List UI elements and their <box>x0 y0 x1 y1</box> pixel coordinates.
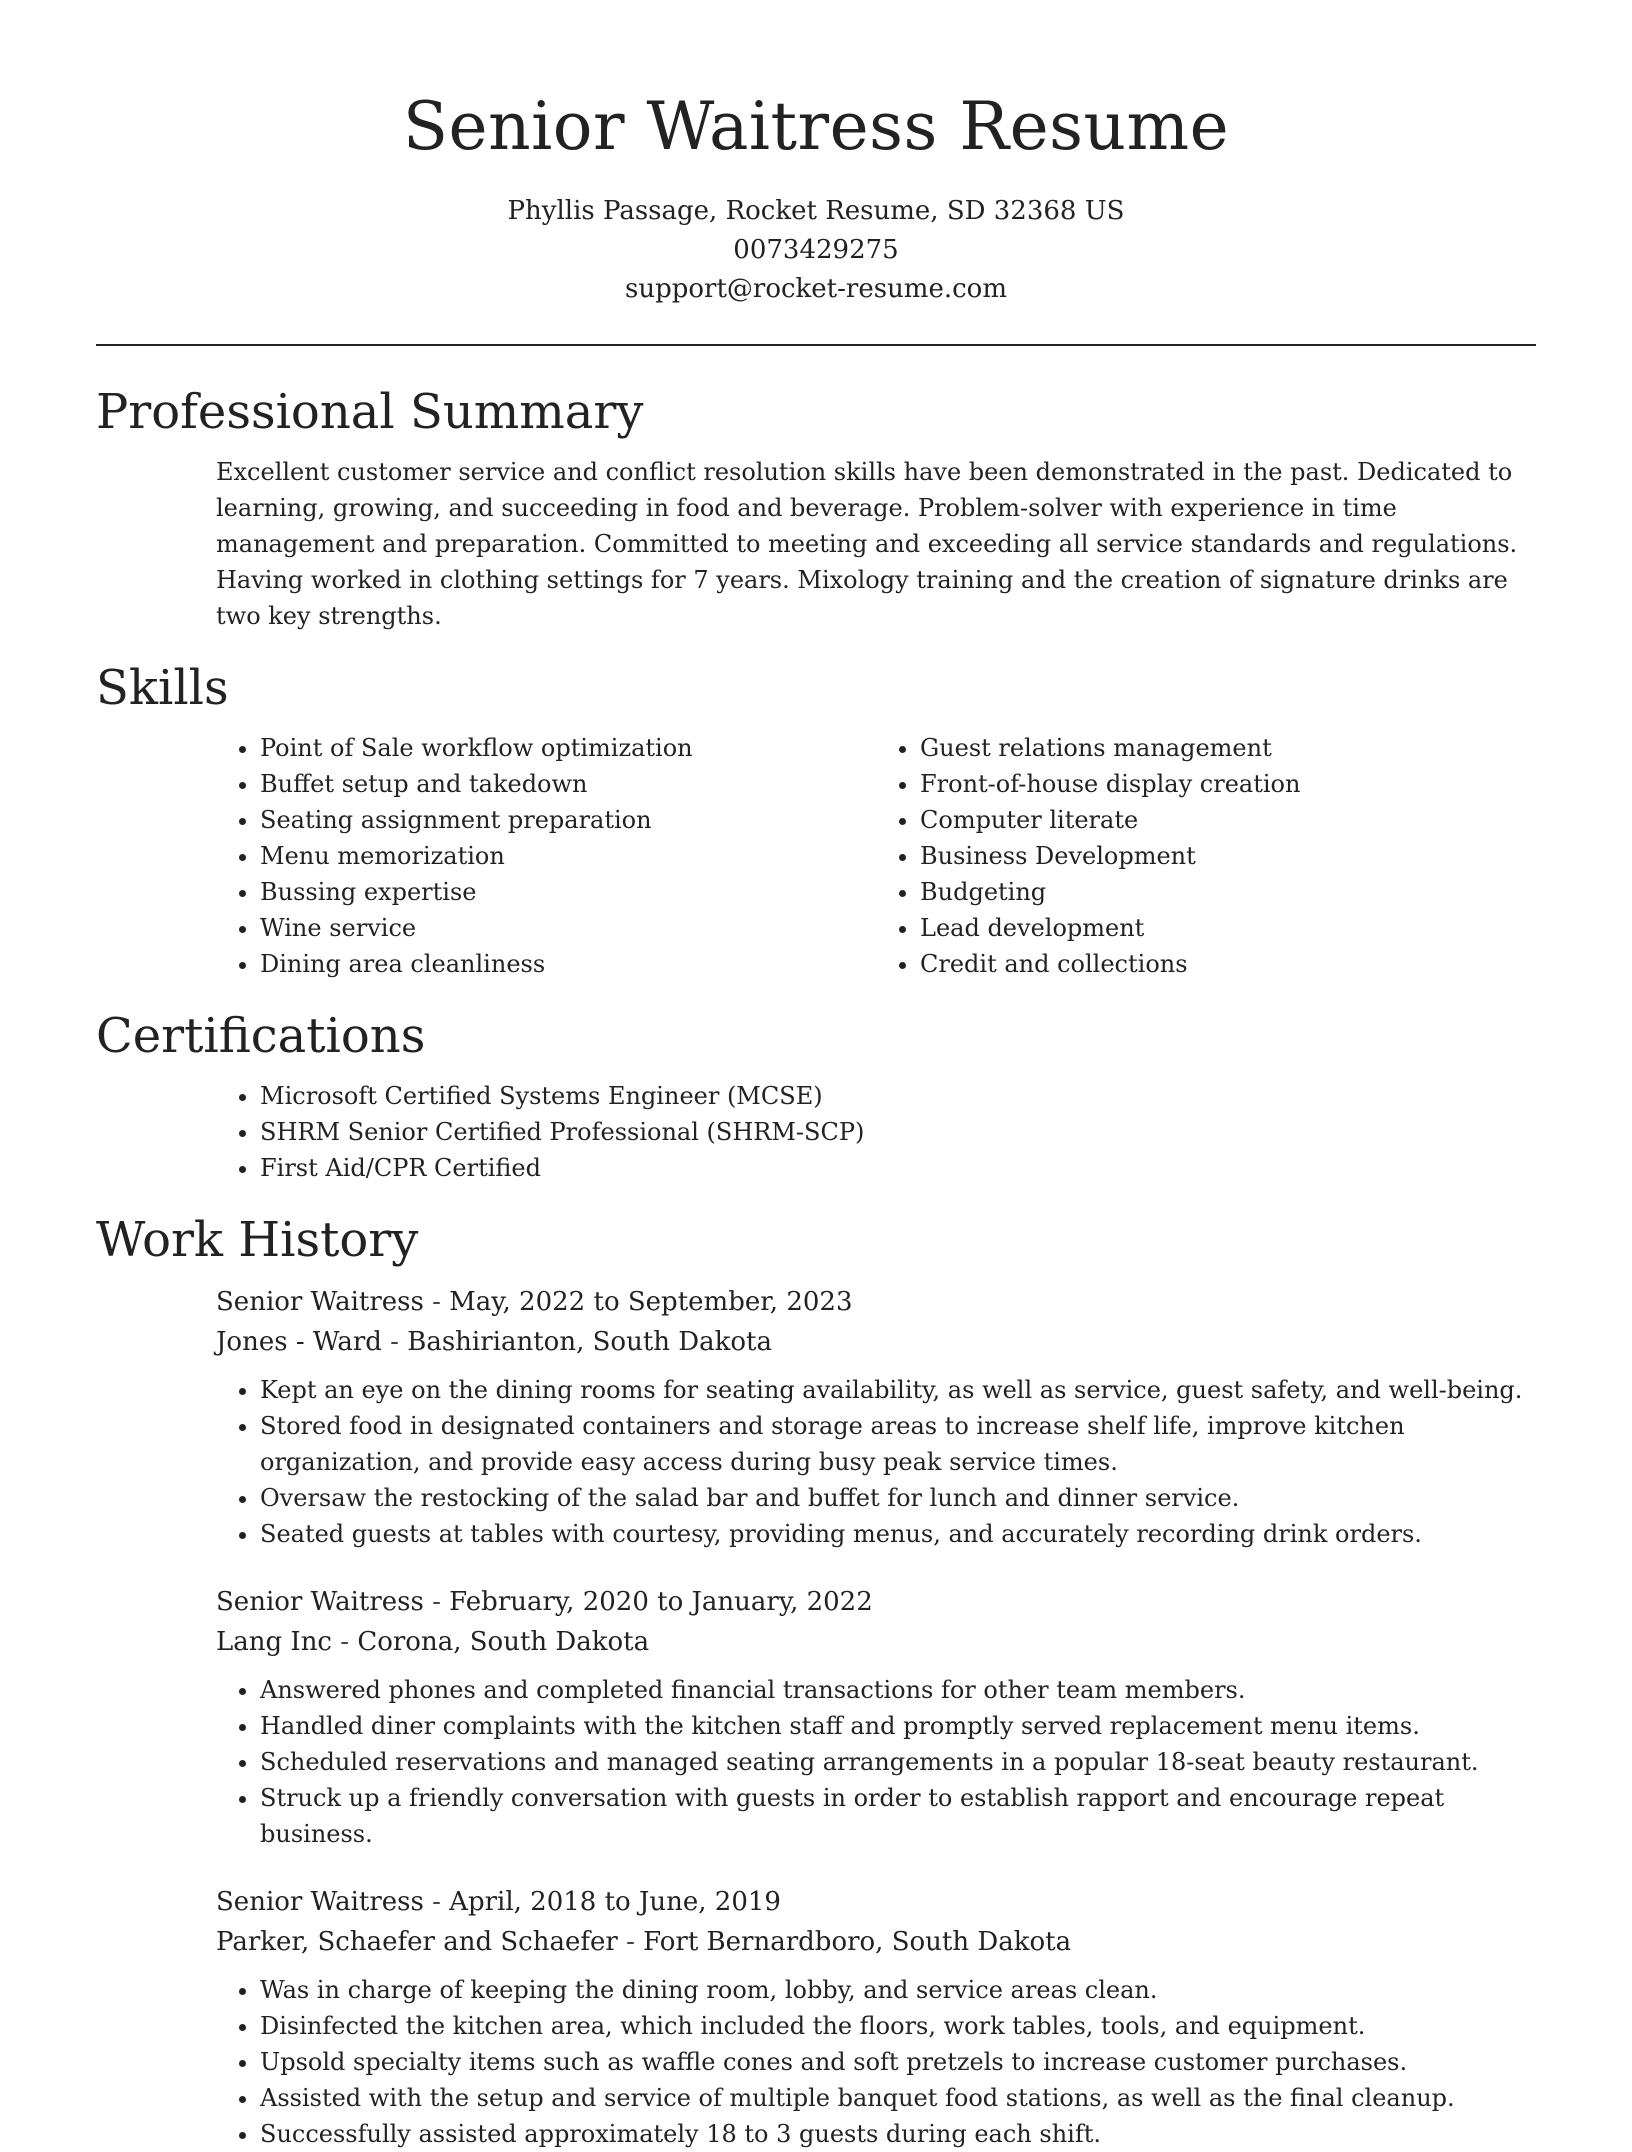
job-bullet: • Assisted with the setup and service of multiple banquet food stations, as well as the final cleanup. <box>260 2080 1536 2116</box>
job-role: Senior Waitress <box>216 1287 424 1317</box>
job-bullet: • Successfully assisted approximately 18 to 3 guests during each shift. <box>260 2116 1536 2152</box>
job-company-line: Parker, Schaefer and Schaefer - Fort Bernardboro, South Dakota <box>216 1927 1072 1957</box>
resume-header <box>0 0 1632 309</box>
job-bullet: • Scheduled reservations and managed seating arrangements in a popular 18-seat beauty restaurant. <box>260 1744 1536 1780</box>
skills-section <box>96 658 1536 982</box>
job-bullet: • Oversaw the restocking of the salad bar and buffet for lunch and dinner service. <box>260 1480 1536 1516</box>
skill-item: • Point of Sale workflow optimization <box>260 730 876 766</box>
job-location: Bashirianton, South Dakota <box>407 1327 772 1357</box>
skills-columns <box>216 730 1536 982</box>
job-title-line: Senior Waitress - February, 2020 to January, 2022 <box>216 1587 873 1617</box>
certification-item: • Microsoft Certified Systems Engineer (MCSE) <box>260 1078 1536 1114</box>
job-entry <box>216 1582 1536 1852</box>
job-entry <box>216 1882 1536 2152</box>
job-bullet: • Stored food in designated containers and storage areas to increase shelf life, improve kitchen organization, and provide easy access during busy peak service times. <box>260 1408 1536 1480</box>
job-bullet: • Handled diner complaints with the kitchen staff and promptly served replacement menu items. <box>260 1708 1536 1744</box>
certifications-section <box>96 1006 1536 1186</box>
job-role: Senior Waitress <box>216 1587 424 1617</box>
skill-item: • Lead development <box>920 910 1536 946</box>
job-company: Parker, Schaefer and Schaefer <box>216 1927 618 1957</box>
certifications-list <box>216 1078 1536 1186</box>
job-dates: February, 2020 to January, 2022 <box>449 1587 873 1617</box>
job-bullet: • Kept an eye on the dining rooms for seating availability, as well as service, guest safety, and well-being. <box>260 1372 1536 1408</box>
skill-item: • Menu memorization <box>260 838 876 874</box>
work-history-heading: Work History <box>96 1212 419 1268</box>
job-title-line: Senior Waitress - April, 2018 to June, 2019 <box>216 1887 781 1917</box>
job-bullet: • Was in charge of keeping the dining room, lobby, and service areas clean. <box>260 1972 1536 2008</box>
contact-address: Phyllis Passage, Rocket Resume, SD 32368 US <box>507 196 1125 226</box>
job-title-line: Senior Waitress - May, 2022 to September, 2023 <box>216 1287 853 1317</box>
skill-item: • Business Development <box>920 838 1536 874</box>
job-bullets <box>216 1972 1536 2152</box>
contact-email: support@rocket-resume.com <box>624 274 1007 304</box>
certifications-heading: Certifications <box>96 1008 426 1064</box>
job-bullet: • Disinfected the kitchen area, which included the floors, work tables, tools, and equipment. <box>260 2008 1536 2044</box>
work-history-section <box>96 1210 1536 2152</box>
job-company-line: Jones - Ward - Bashirianton, South Dakota <box>216 1327 772 1357</box>
job-dates: April, 2018 to June, 2019 <box>449 1887 781 1917</box>
skill-item: • Buffet setup and takedown <box>260 766 876 802</box>
skill-item: • Bussing expertise <box>260 874 876 910</box>
skills-list-right <box>876 730 1536 982</box>
certification-item: • First Aid/CPR Certified <box>260 1150 1536 1186</box>
job-bullet: • Upsold specialty items such as waffle cones and soft pretzels to increase customer purchases. <box>260 2044 1536 2080</box>
skill-item: • Front-of-house display creation <box>920 766 1536 802</box>
job-entry <box>216 1282 1536 1552</box>
skill-item: • Computer literate <box>920 802 1536 838</box>
contact-block <box>0 192 1632 309</box>
skill-item: • Dining area cleanliness <box>260 946 876 982</box>
contact-phone: 0073429275 <box>733 235 899 265</box>
header-divider <box>96 344 1536 346</box>
job-bullets <box>216 1672 1536 1852</box>
job-company: Lang Inc <box>216 1627 332 1657</box>
job-company: Jones - Ward <box>216 1327 382 1357</box>
resume-title: Senior Waitress Resume <box>402 88 1230 165</box>
summary-heading: Professional Summary <box>96 384 644 440</box>
certification-item: • SHRM Senior Certified Professional (SHRM-SCP) <box>260 1114 1536 1150</box>
job-bullet: • Answered phones and completed financial transactions for other team members. <box>260 1672 1536 1708</box>
skills-list-left <box>216 730 876 982</box>
summary-section <box>96 382 1536 634</box>
job-company-line: Lang Inc - Corona, South Dakota <box>216 1627 650 1657</box>
skill-item: • Guest relations management <box>920 730 1536 766</box>
job-role: Senior Waitress <box>216 1887 424 1917</box>
skill-item: • Seating assignment preparation <box>260 802 876 838</box>
job-bullet: • Seated guests at tables with courtesy, providing menus, and accurately recording drink orders. <box>260 1516 1536 1552</box>
job-bullets <box>216 1372 1536 1552</box>
skill-item: • Wine service <box>260 910 876 946</box>
skill-item: • Credit and collections <box>920 946 1536 982</box>
job-location: Corona, South Dakota <box>357 1627 650 1657</box>
summary-text: Excellent customer service and conflict resolution skills have been demonstrated in the past. Dedicated to learning, growing, and succeeding in food and beverage. Problem-solver with experience in time management and preparation. Committed to meeting and exceeding all service standards and regulations. Having worked in clothing settings for 7 years. Mixology training and the creation of signature drinks are two key strengths. <box>216 458 1518 630</box>
job-location: Fort Bernardboro, South Dakota <box>643 1927 1072 1957</box>
skills-heading: Skills <box>96 660 229 716</box>
job-dates: May, 2022 to September, 2023 <box>449 1287 853 1317</box>
skill-item: • Budgeting <box>920 874 1536 910</box>
job-bullet: • Struck up a friendly conversation with guests in order to establish rapport and encourage repeat business. <box>260 1780 1536 1852</box>
